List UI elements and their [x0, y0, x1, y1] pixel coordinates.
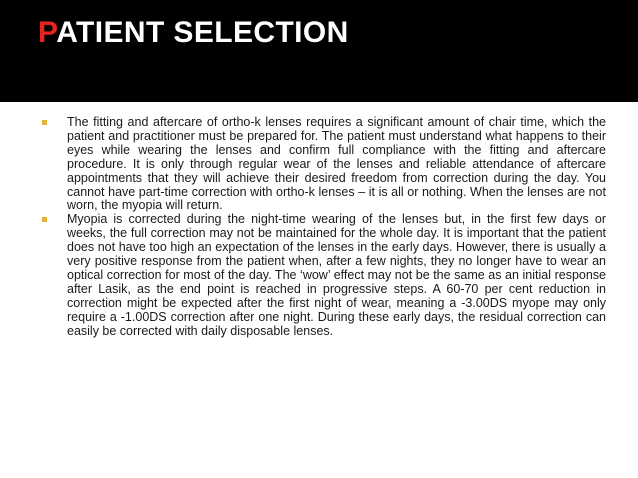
- slide-title-first-letter: P: [38, 16, 57, 49]
- title-bar: [0, 0, 638, 102]
- square-bullet-icon: [42, 120, 47, 125]
- bullet-text: Myopia is corrected during the night-time wearing of the lenses but, in the first few days or weeks, the full correction may not be maintained for the whole day. It is important that the patient does not have too high an expectation of the lenses in the early days. However, there is usually a very positive response from the patient when, after a few nights, they no longer have to wear an optical correction for most of the day. The ‘wow’ effect may not be the same as an initial response after Lasik, as the end point is reached in progressive steps. A 60-70 per cent reduction in correction might be expected after the first night of wear, meaning a -3.00DS myope may only require a -1.00DS correction after one night. During these early days, the residual correction can easily be corrected with daily disposable lenses.: [67, 212, 606, 338]
- bullet-list: [42, 116, 606, 339]
- slide-title: [38, 14, 349, 52]
- square-bullet-icon: [42, 217, 47, 222]
- bullet-item: [42, 213, 606, 338]
- slide-title-rest: ATIENT SELECTION: [56, 16, 349, 49]
- bullet-item: [42, 116, 606, 213]
- bullet-text: The fitting and aftercare of ortho-k lenses requires a significant amount of chair time, which the patient and practitioner must be prepared for. The patient must understand what happens to their eyes while wearing the lenses and confirm full compliance with the fitting and aftercare procedure. It is only through regular wear of the lenses and reliable attendance of aftercare appointments that they will achieve their desired freedom from correction during the day. You cannot have part-time correction with ortho-k lenses – it is all or nothing. When the lenses are not worn, the myopia will return.: [67, 115, 606, 213]
